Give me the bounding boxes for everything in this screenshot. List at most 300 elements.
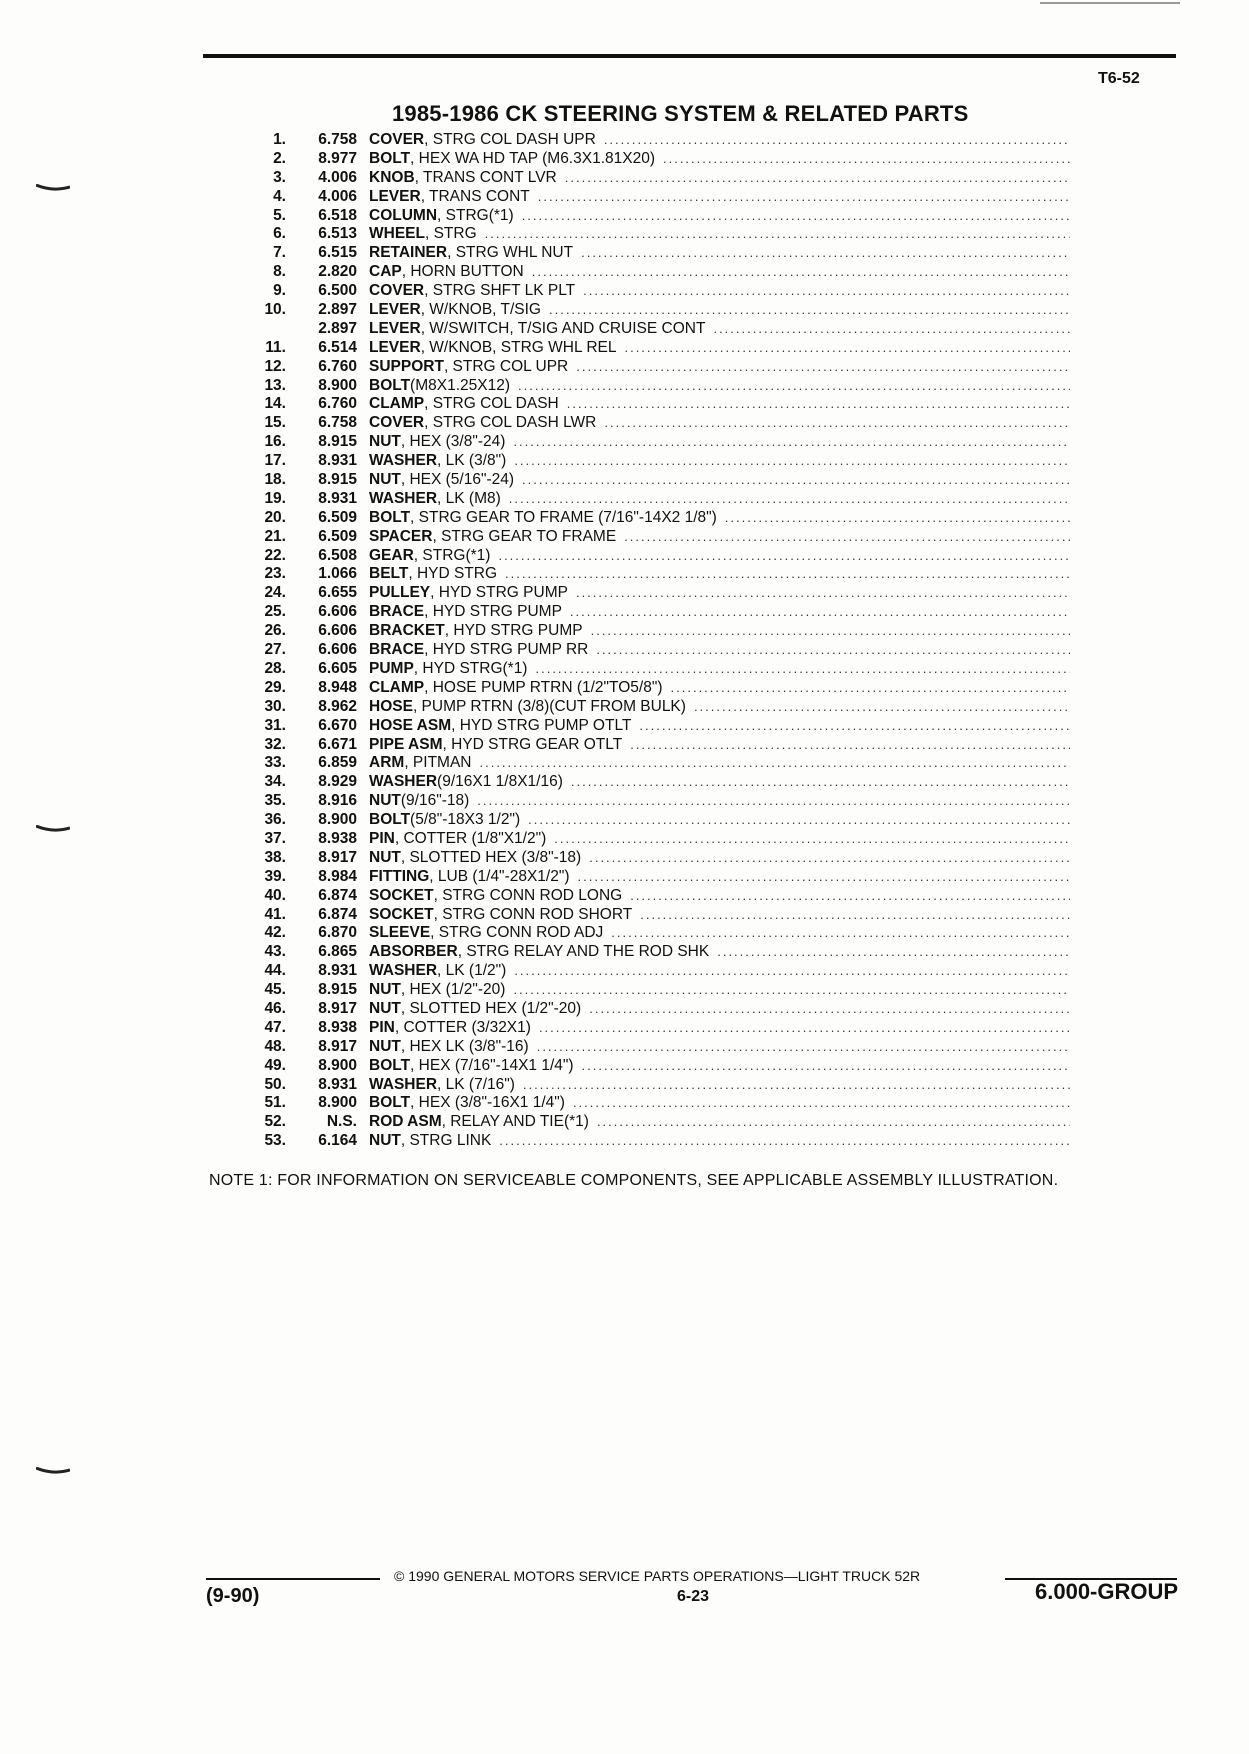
- list-item: [240, 150, 1070, 169]
- part-description: [357, 131, 1070, 150]
- part-description: [357, 528, 1070, 547]
- group-code: 6.865: [318, 943, 357, 961]
- list-item: [240, 603, 1070, 622]
- item-number: 32.: [264, 735, 286, 753]
- list-item: [240, 1019, 1070, 1038]
- dot-leader: [506, 962, 1070, 981]
- list-item: [240, 773, 1070, 792]
- item-number: 38.: [264, 848, 286, 866]
- part-spec: , HYD STRG(*1): [413, 659, 528, 677]
- dot-leader: [565, 1094, 1070, 1113]
- part-description: [357, 207, 1070, 226]
- group-code: 6.671: [318, 735, 357, 753]
- list-item: [240, 490, 1070, 509]
- part-spec: , HYD STRG PUMP OTLT: [451, 716, 632, 734]
- item-number: 9.: [273, 282, 286, 300]
- dot-leader: [510, 377, 1070, 396]
- part-name: NUT: [369, 848, 401, 866]
- dot-leader: [570, 868, 1070, 887]
- group-code: 8.931: [318, 489, 357, 507]
- group-code: 2.897: [318, 301, 357, 319]
- part-name: SOCKET: [369, 905, 434, 923]
- dot-leader: [574, 1057, 1070, 1076]
- part-description: [357, 1094, 1070, 1113]
- group-code: 6.758: [318, 131, 357, 148]
- part-name: BOLT: [369, 1056, 411, 1074]
- part-name: BOLT: [369, 508, 411, 526]
- item-number: 24.: [264, 584, 286, 602]
- part-description: [357, 452, 1070, 471]
- group-code: 8.900: [318, 376, 357, 394]
- part-description: [357, 811, 1070, 830]
- item-number: 47.: [264, 1018, 286, 1036]
- group-code: 6.509: [318, 527, 357, 545]
- item-number: 3.: [273, 168, 286, 186]
- group-code: 8.900: [318, 1056, 357, 1074]
- group-code: 6.606: [318, 641, 357, 659]
- dot-leader: [546, 830, 1070, 849]
- part-name: LEVER: [369, 187, 421, 205]
- part-spec: , HEX (7/16"-14X1 1/4"): [410, 1056, 574, 1074]
- item-number: 48.: [264, 1037, 286, 1055]
- part-name: NUT: [369, 471, 401, 489]
- dot-leader: [588, 641, 1070, 660]
- part-name: SPACER: [369, 527, 433, 545]
- part-spec: , STRG COL UPR: [443, 357, 569, 375]
- list-item: [240, 641, 1070, 660]
- part-name: SLEEVE: [369, 924, 431, 942]
- list-item: [240, 887, 1070, 906]
- part-description: [357, 754, 1070, 773]
- part-name: BRACE: [369, 641, 425, 659]
- group-code: 6.164: [318, 1132, 357, 1150]
- dot-leader: [514, 207, 1070, 226]
- part-description: [357, 565, 1070, 584]
- dot-leader: [527, 660, 1070, 679]
- list-item: [240, 377, 1070, 396]
- page-number: 6-23: [677, 1588, 710, 1605]
- item-number: 21.: [264, 527, 286, 545]
- part-spec: , STRG SHFT LK PLT: [424, 282, 576, 300]
- part-name: ROD ASM: [369, 1113, 442, 1131]
- part-description: [357, 641, 1070, 660]
- dot-leader: [616, 339, 1070, 358]
- item-number: 20.: [264, 508, 286, 526]
- part-name: BOLT: [369, 1094, 411, 1112]
- part-description: [357, 622, 1070, 641]
- part-description: [357, 358, 1070, 377]
- part-spec: , LUB (1/4"-28X1/2"): [429, 867, 570, 885]
- group-code: 6.874: [318, 886, 357, 904]
- part-description: [357, 962, 1070, 981]
- part-name: HOSE: [369, 697, 413, 715]
- part-name: CLAMP: [369, 395, 425, 413]
- part-description: [357, 150, 1070, 169]
- part-name: BOLT: [369, 376, 411, 394]
- dot-leader: [622, 736, 1070, 755]
- dot-leader: [568, 358, 1070, 377]
- part-spec: , HYD STRG PUMP RR: [424, 641, 589, 659]
- item-number: 23.: [264, 565, 286, 583]
- dot-leader: [575, 282, 1070, 301]
- part-name: PULLEY: [369, 584, 431, 602]
- part-description: [357, 717, 1070, 736]
- group-code: 6.760: [318, 395, 357, 413]
- part-name: BOLT: [369, 811, 411, 829]
- part-name: NUT: [369, 1132, 401, 1150]
- dot-leader: [520, 811, 1070, 830]
- part-name: SOCKET: [369, 886, 434, 904]
- part-spec: , PITMAN: [404, 754, 472, 772]
- list-item: [240, 244, 1070, 263]
- dot-leader: [563, 773, 1070, 792]
- group-code: 6.655: [318, 584, 357, 602]
- part-name: NUT: [369, 981, 401, 999]
- group-code: 4.006: [318, 187, 357, 205]
- part-description: [357, 490, 1070, 509]
- part-description: [357, 698, 1070, 717]
- item-number: 39.: [264, 867, 286, 885]
- dot-leader: [622, 887, 1070, 906]
- list-item: [240, 547, 1070, 566]
- part-name: COVER: [369, 414, 425, 432]
- dot-leader: [524, 263, 1070, 282]
- copyright-line: © 1990 GENERAL MOTORS SERVICE PARTS OPERATIONS—LIGHT TRUCK 52R: [394, 1568, 921, 1584]
- item-number: 37.: [264, 829, 286, 847]
- group-code: 6.508: [318, 546, 357, 564]
- dot-leader: [506, 452, 1070, 471]
- group-code: 8.962: [318, 697, 357, 715]
- part-description: [357, 1076, 1070, 1095]
- part-spec: , COTTER (1/8"X1/2"): [394, 829, 547, 847]
- dot-leader: [491, 1132, 1070, 1151]
- group-code: 8.915: [318, 433, 357, 451]
- part-name: COVER: [369, 131, 425, 148]
- group-code: 6.606: [318, 622, 357, 640]
- part-description: [357, 849, 1070, 868]
- part-description: [357, 981, 1070, 1000]
- part-name: LEVER: [369, 319, 421, 337]
- part-description: [357, 924, 1070, 943]
- part-description: [357, 868, 1070, 887]
- list-item: [240, 981, 1070, 1000]
- group-code: 6.670: [318, 716, 357, 734]
- group-code: 8.984: [318, 867, 357, 885]
- list-item: [240, 698, 1070, 717]
- part-description: [357, 244, 1070, 263]
- part-spec: , HYD STRG PUMP: [430, 584, 568, 602]
- part-spec: , STRG WHL NUT: [447, 244, 574, 262]
- dot-leader: [559, 395, 1070, 414]
- footnote: NOTE 1: FOR INFORMATION ON SERVICEABLE COMPONENTS, SEE APPLICABLE ASSEMBLY ILLUSTRATION.: [209, 1172, 1059, 1189]
- list-item: [240, 263, 1070, 282]
- part-name: NUT: [369, 792, 401, 810]
- item-number: 42.: [264, 924, 286, 942]
- part-spec: , TRANS CONT LVR: [414, 168, 557, 186]
- list-item: [240, 754, 1070, 773]
- group-code: N.S.: [326, 1113, 357, 1131]
- part-description: [357, 736, 1070, 755]
- dot-leader: [603, 924, 1070, 943]
- list-item: [240, 962, 1070, 981]
- part-name: LEVER: [369, 338, 421, 356]
- part-spec: , HEX (3/8"-16X1 1/4"): [410, 1094, 565, 1112]
- list-item: [240, 565, 1070, 584]
- group-code: 8.917: [318, 848, 357, 866]
- list-item: [240, 868, 1070, 887]
- part-name: PUMP: [369, 659, 414, 677]
- item-number: 40.: [264, 886, 286, 904]
- part-description: [357, 830, 1070, 849]
- list-item: [240, 792, 1070, 811]
- part-name: NUT: [369, 1037, 401, 1055]
- part-spec: , COTTER (3/32X1): [394, 1018, 531, 1036]
- part-description: [357, 225, 1070, 244]
- part-spec: , HEX WA HD TAP (M6.3X1.81X20): [410, 149, 655, 167]
- item-number: 19.: [264, 489, 286, 507]
- dot-leader: [471, 754, 1070, 773]
- list-item: [240, 320, 1070, 339]
- dot-leader: [717, 509, 1070, 528]
- binder-hole-mark: [36, 184, 70, 192]
- item-number: 1.: [273, 131, 286, 148]
- part-spec: (M8X1.25X12): [410, 376, 510, 394]
- part-name: CAP: [369, 263, 402, 281]
- group-code: 8.917: [318, 999, 357, 1017]
- item-number: 29.: [264, 678, 286, 696]
- dot-leader: [631, 717, 1070, 736]
- part-description: [357, 169, 1070, 188]
- list-item: [240, 660, 1070, 679]
- part-description: [357, 188, 1070, 207]
- dot-leader: [477, 225, 1070, 244]
- list-item: [240, 943, 1070, 962]
- list-item: [240, 717, 1070, 736]
- part-spec: , STRG LINK: [400, 1132, 492, 1150]
- footer-rule-left: [206, 1578, 380, 1580]
- part-description: [357, 1019, 1070, 1038]
- part-name: WASHER: [369, 962, 438, 980]
- dot-leader: [616, 528, 1070, 547]
- part-spec: , HEX (1/2"-20): [400, 981, 506, 999]
- dot-leader: [505, 981, 1070, 1000]
- item-number: 16.: [264, 433, 286, 451]
- part-spec: , W/KNOB, STRG WHL REL: [420, 338, 617, 356]
- item-number: 15.: [264, 414, 286, 432]
- group-code: 6.758: [318, 414, 357, 432]
- page-code: T6-52: [1098, 70, 1140, 87]
- part-description: [357, 679, 1070, 698]
- part-name: LEVER: [369, 301, 421, 319]
- part-name: SUPPORT: [369, 357, 444, 375]
- part-spec: , LK (7/16"): [437, 1075, 515, 1093]
- part-description: [357, 414, 1070, 433]
- part-spec: , HYD STRG GEAR OTLT: [442, 735, 623, 753]
- item-number: 5.: [273, 206, 286, 224]
- part-spec: (9/16"-18): [400, 792, 470, 810]
- part-name: ABSORBER: [369, 943, 458, 961]
- part-name: PIN: [369, 1018, 395, 1036]
- part-name: BRACE: [369, 603, 425, 621]
- dot-leader: [514, 471, 1070, 490]
- item-number: 28.: [264, 659, 286, 677]
- list-item: [240, 528, 1070, 547]
- part-spec: , RELAY AND TIE(*1): [441, 1113, 589, 1131]
- part-description: [357, 282, 1070, 301]
- part-name: BOLT: [369, 149, 411, 167]
- item-number: 33.: [264, 754, 286, 772]
- part-description: [357, 339, 1070, 358]
- part-spec: , STRG COL DASH UPR: [424, 131, 596, 148]
- group-code: 6.870: [318, 924, 357, 942]
- part-spec: , HEX (5/16"-24): [400, 471, 515, 489]
- list-item: [240, 339, 1070, 358]
- item-number: 26.: [264, 622, 286, 640]
- item-number: 7.: [273, 244, 286, 262]
- part-name: HOSE ASM: [369, 716, 452, 734]
- binder-hole-mark: [36, 825, 70, 833]
- part-spec: , STRG(*1): [413, 546, 491, 564]
- part-name: PIN: [369, 829, 395, 847]
- list-item: [240, 622, 1070, 641]
- dot-leader: [515, 1076, 1070, 1095]
- part-spec: , LK (M8): [437, 489, 501, 507]
- part-description: [357, 433, 1070, 452]
- group-code: 6.509: [318, 508, 357, 526]
- group-code: 6.605: [318, 659, 357, 677]
- part-name: CLAMP: [369, 678, 425, 696]
- part-spec: , STRG RELAY AND THE ROD SHK: [457, 943, 710, 961]
- part-name: WASHER: [369, 1075, 438, 1093]
- dot-leader: [501, 490, 1070, 509]
- list-item: [240, 924, 1070, 943]
- part-spec: , STRG(*1): [437, 206, 514, 224]
- item-number: 46.: [264, 999, 286, 1017]
- part-description: [357, 547, 1070, 566]
- list-item: [240, 282, 1070, 301]
- list-item: [240, 301, 1070, 320]
- dot-leader: [655, 150, 1070, 169]
- item-number: 22.: [264, 546, 286, 564]
- part-description: [357, 1113, 1070, 1132]
- item-number: 8.: [273, 263, 286, 281]
- group-code: 6.859: [318, 754, 357, 772]
- dot-leader: [663, 679, 1070, 698]
- dot-leader: [581, 1000, 1070, 1019]
- dot-leader: [469, 792, 1070, 811]
- item-number: 35.: [264, 792, 286, 810]
- part-spec: , STRG CONN ROD ADJ: [430, 924, 604, 942]
- part-spec: , TRANS CONT: [420, 187, 530, 205]
- part-spec: , SLOTTED HEX (1/2"-20): [400, 999, 582, 1017]
- part-spec: , HYD STRG: [408, 565, 498, 583]
- group-code: 6.514: [318, 338, 357, 356]
- list-item: [240, 188, 1070, 207]
- dot-leader: [530, 188, 1070, 207]
- list-item: [240, 584, 1070, 603]
- part-spec: , W/SWITCH, T/SIG AND CRUISE CONT: [420, 319, 706, 337]
- group-code: 8.915: [318, 471, 357, 489]
- list-item: [240, 1057, 1070, 1076]
- list-item: [240, 1113, 1070, 1132]
- item-number: 34.: [264, 773, 286, 791]
- part-spec: , STRG CONN ROD LONG: [433, 886, 623, 904]
- group-code: 8.931: [318, 1075, 357, 1093]
- dot-leader: [596, 414, 1070, 433]
- part-spec: , LK (1/2"): [437, 962, 507, 980]
- part-spec: , PUMP RTRN (3/8)(CUT FROM BULK): [412, 697, 686, 715]
- group-code: 8.938: [318, 1018, 357, 1036]
- group-code: 6.874: [318, 905, 357, 923]
- list-item: [240, 1094, 1070, 1113]
- dot-leader: [709, 943, 1070, 962]
- list-item: [240, 169, 1070, 188]
- part-spec: , HORN BUTTON: [401, 263, 524, 281]
- item-number: 43.: [264, 943, 286, 961]
- part-description: [357, 301, 1070, 320]
- page-title: 1985-1986 CK STEERING SYSTEM & RELATED PARTS: [392, 101, 969, 126]
- part-description: [357, 1132, 1070, 1151]
- item-number: 11.: [265, 338, 286, 356]
- list-item: [240, 509, 1070, 528]
- group-code: 6.760: [318, 357, 357, 375]
- part-spec: , HOSE PUMP RTRN (1/2"TO5/8"): [424, 678, 663, 696]
- part-description: [357, 509, 1070, 528]
- part-spec: , STRG GEAR TO FRAME (7/16"-14X2 1/8"): [410, 508, 717, 526]
- dot-leader: [562, 603, 1070, 622]
- group-code: 2.897: [318, 319, 357, 337]
- part-name: WASHER: [369, 773, 438, 791]
- dot-leader: [632, 906, 1070, 925]
- list-item: [240, 433, 1070, 452]
- part-spec: , STRG: [424, 225, 477, 243]
- list-item: [240, 131, 1070, 150]
- part-description: [357, 603, 1070, 622]
- dot-leader: [596, 131, 1070, 150]
- list-item: [240, 736, 1070, 755]
- item-number: 25.: [264, 603, 286, 621]
- part-name: FITTING: [369, 867, 430, 885]
- item-number: 51.: [264, 1094, 286, 1112]
- item-number: 13.: [264, 376, 286, 394]
- revision-date: (9-90): [206, 1585, 260, 1607]
- part-description: [357, 263, 1070, 282]
- group-code: 8.938: [318, 829, 357, 847]
- dot-leader: [686, 698, 1070, 717]
- list-item: [240, 395, 1070, 414]
- group-code: 6.518: [318, 206, 357, 224]
- part-description: [357, 320, 1070, 339]
- part-spec: , HYD STRG PUMP: [444, 622, 583, 640]
- list-item: [240, 1076, 1070, 1095]
- group-number: 6.000-GROUP: [1035, 1579, 1179, 1604]
- part-description: [357, 395, 1070, 414]
- group-code: 4.006: [318, 168, 357, 186]
- list-item: [240, 1132, 1070, 1151]
- item-number: 52.: [264, 1113, 286, 1131]
- part-description: [357, 792, 1070, 811]
- part-name: BRACKET: [369, 622, 445, 640]
- part-spec: , W/KNOB, T/SIG: [420, 301, 541, 319]
- item-number: 49.: [264, 1056, 286, 1074]
- part-name: COVER: [369, 282, 425, 300]
- part-spec: , SLOTTED HEX (3/8"-18): [400, 848, 582, 866]
- group-code: 8.915: [318, 981, 357, 999]
- list-item: [240, 414, 1070, 433]
- part-name: ARM: [369, 754, 405, 772]
- group-code: 8.948: [318, 678, 357, 696]
- group-code: 8.917: [318, 1037, 357, 1055]
